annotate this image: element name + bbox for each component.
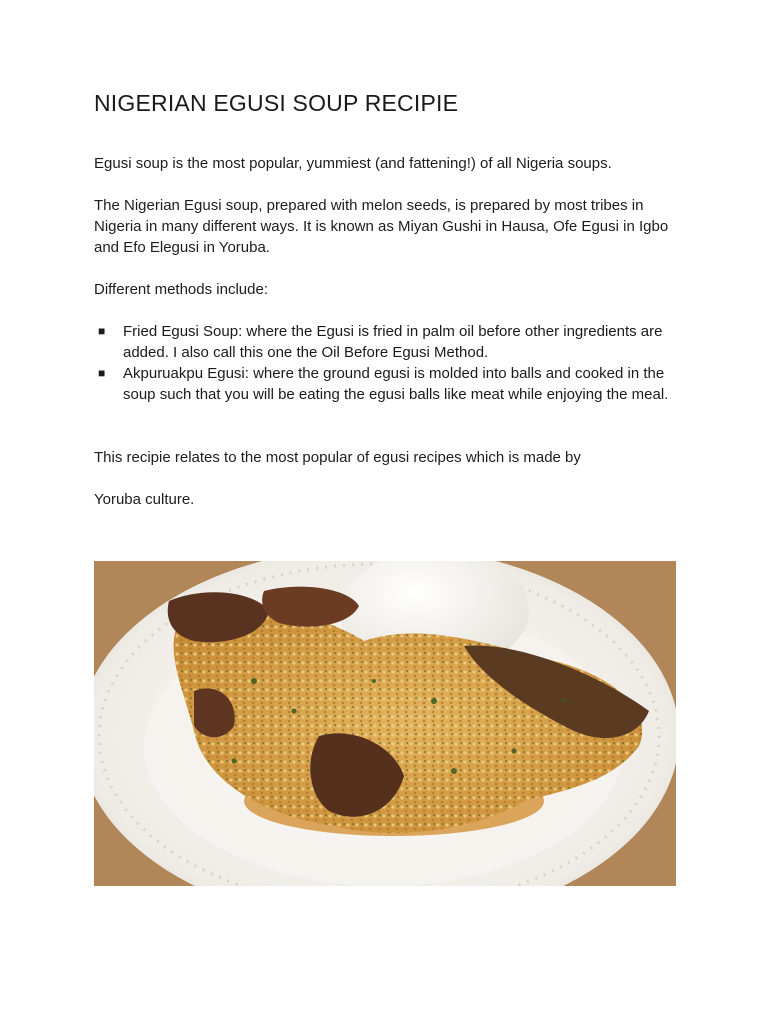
bullet-icon: ■: [98, 366, 106, 380]
list-item: [94, 321, 684, 363]
intro-paragraph: Egusi soup is the most popular, yummiest (and fattening!) of all Nigeria soups.: [94, 155, 612, 172]
closing-line-2: Yoruba culture.: [94, 491, 195, 508]
closing-line-1: This recipie relates to the most popular of egusi recipes which is made by: [94, 449, 581, 466]
method-name: Fried Egusi Soup: [123, 323, 239, 340]
methods-list: [94, 321, 684, 405]
method-text: : where the ground egusi is molded into balls and cooked in the soup such that you will be eating the egusi balls like meat while enjoying the meal.: [123, 365, 669, 403]
method-name: Akpuruakpu Egusi: [123, 365, 245, 382]
list-item: [94, 363, 684, 405]
method-text: : where the Egusi is fried in palm oil before other ingredients are added. I also call this one the Oil Before Egusi Method.: [123, 323, 663, 361]
food-illustration: [94, 561, 676, 886]
methods-lead: Different methods include:: [94, 281, 268, 298]
description-paragraph: The Nigerian Egusi soup, prepared with melon seeds, is prepared by most tribes in Nigeria in many different ways. It is known as Miyan Gushi in Hausa, Ofe Egusi in Igbo and Efo Elegusi in Yoruba.: [94, 197, 669, 256]
egusi-soup-photo: [94, 561, 676, 886]
bullet-icon: ■: [98, 324, 106, 338]
page-title: NIGERIAN EGUSI SOUP RECIPIE: [94, 90, 459, 116]
